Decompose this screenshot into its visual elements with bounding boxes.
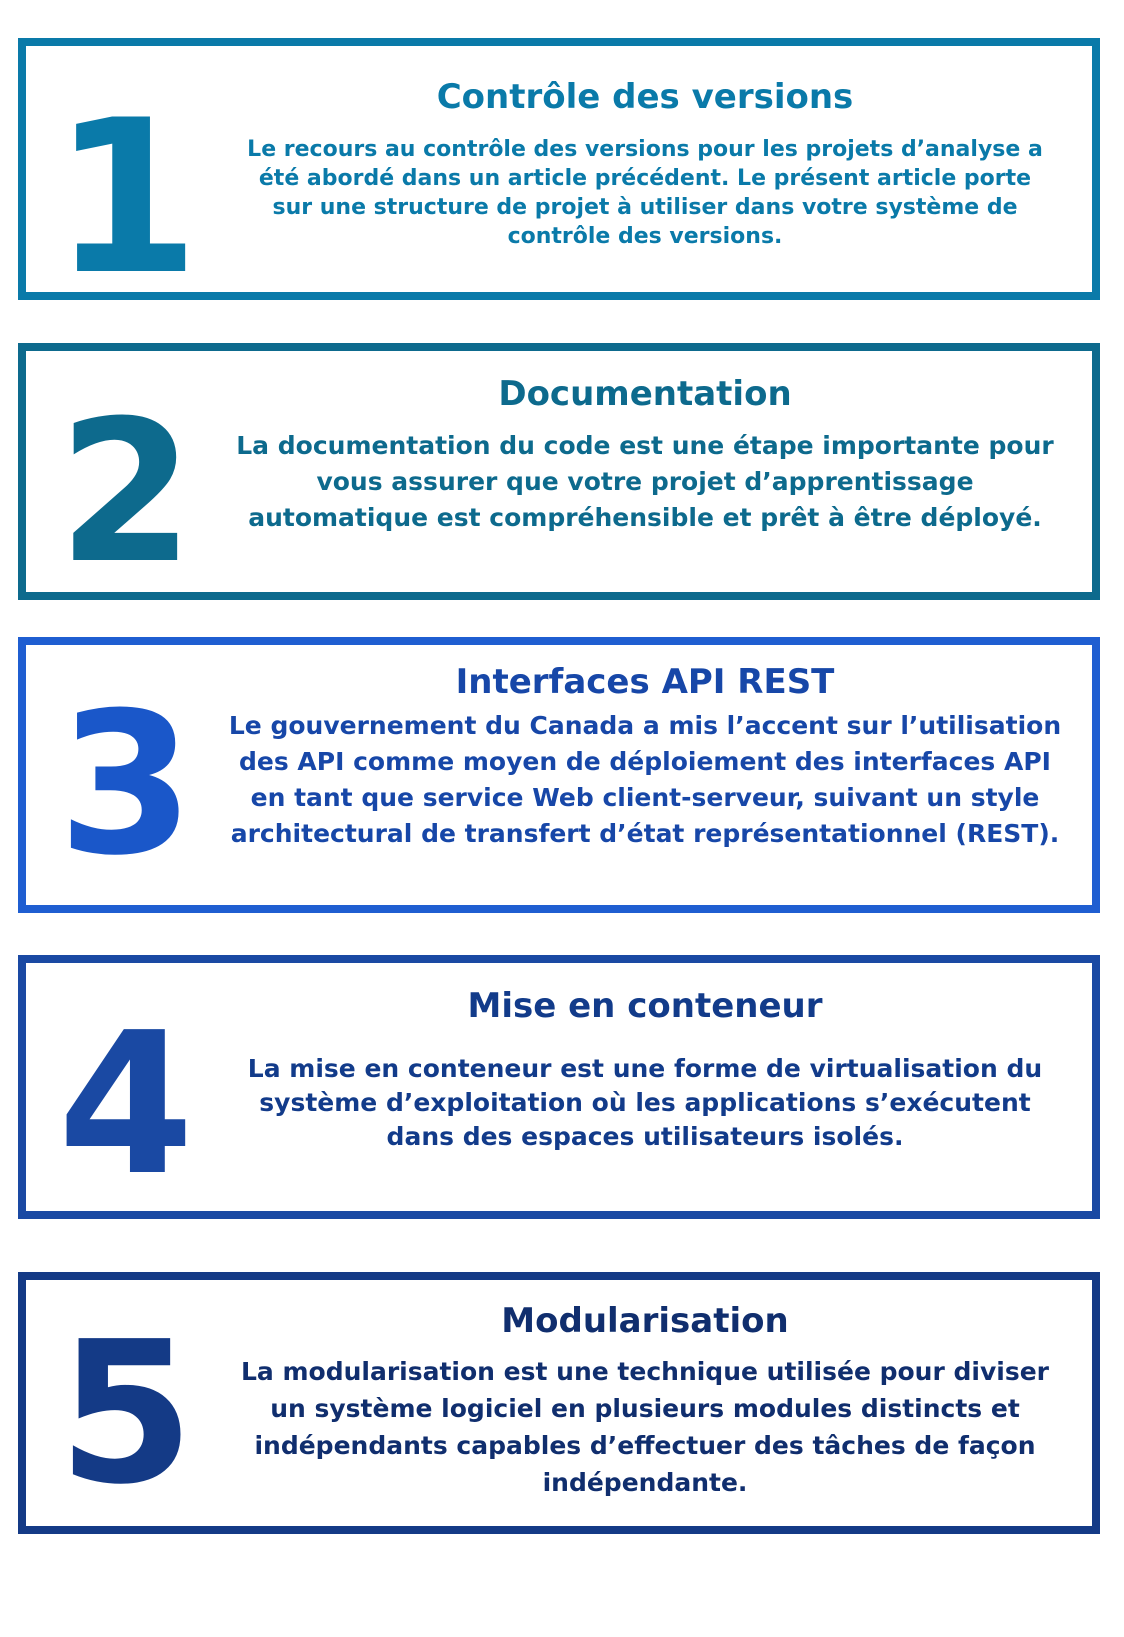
step-title: Interfaces API REST <box>455 662 835 702</box>
step-description: Le gouvernement du Canada a mis l’accent sur l’utilisation des API comme moyen de déploiement des interfaces API en tant que service Web client-serveur, suivant un style architectural de transfert d’état représentationnel (REST). <box>228 711 1062 849</box>
step-content <box>216 78 1074 251</box>
step-card-4 <box>18 955 1100 1219</box>
step-content <box>216 663 1074 852</box>
step-number: 2 <box>57 379 195 607</box>
step-description: La modularisation est une technique utilisée pour diviser un système logiciel en plusieurs modules distincts et indépendants capables d’effectuer des tâches de façon indépendante. <box>240 1357 1050 1498</box>
step-description: La documentation du code est une étape importante pour vous assurer que votre projet d’apprentissage automatique est compréhensible et prêt à être déployé. <box>236 431 1054 533</box>
step-content <box>216 375 1074 536</box>
step-content <box>216 1302 1074 1501</box>
step-card-5 <box>18 1272 1100 1534</box>
step-description: Le recours au contrôle des versions pour les projets d’analyse a été abordé dans un article précédent. Le présent article porte sur une structure de projet à utiliser dans votre système de contrôle des versions. <box>247 137 1043 250</box>
step-card-2 <box>18 343 1100 607</box>
step-title: Modularisation <box>501 1301 789 1341</box>
step-title: Contrôle des versions <box>436 77 854 117</box>
step-number: 4 <box>57 991 195 1219</box>
step-number: 3 <box>57 671 195 899</box>
step-number: 5 <box>57 1300 195 1528</box>
step-title: Documentation <box>498 374 792 414</box>
step-title: Mise en conteneur <box>467 986 823 1026</box>
step-number: 1 <box>52 74 200 321</box>
step-description: La mise en conteneur est une forme de virtualisation du système d’exploitation où les applications s’exécutent dans des espaces utilisateurs isolés. <box>247 1054 1043 1152</box>
step-content <box>216 987 1074 1154</box>
step-card-3 <box>18 637 1100 913</box>
step-card-1 <box>18 38 1100 321</box>
